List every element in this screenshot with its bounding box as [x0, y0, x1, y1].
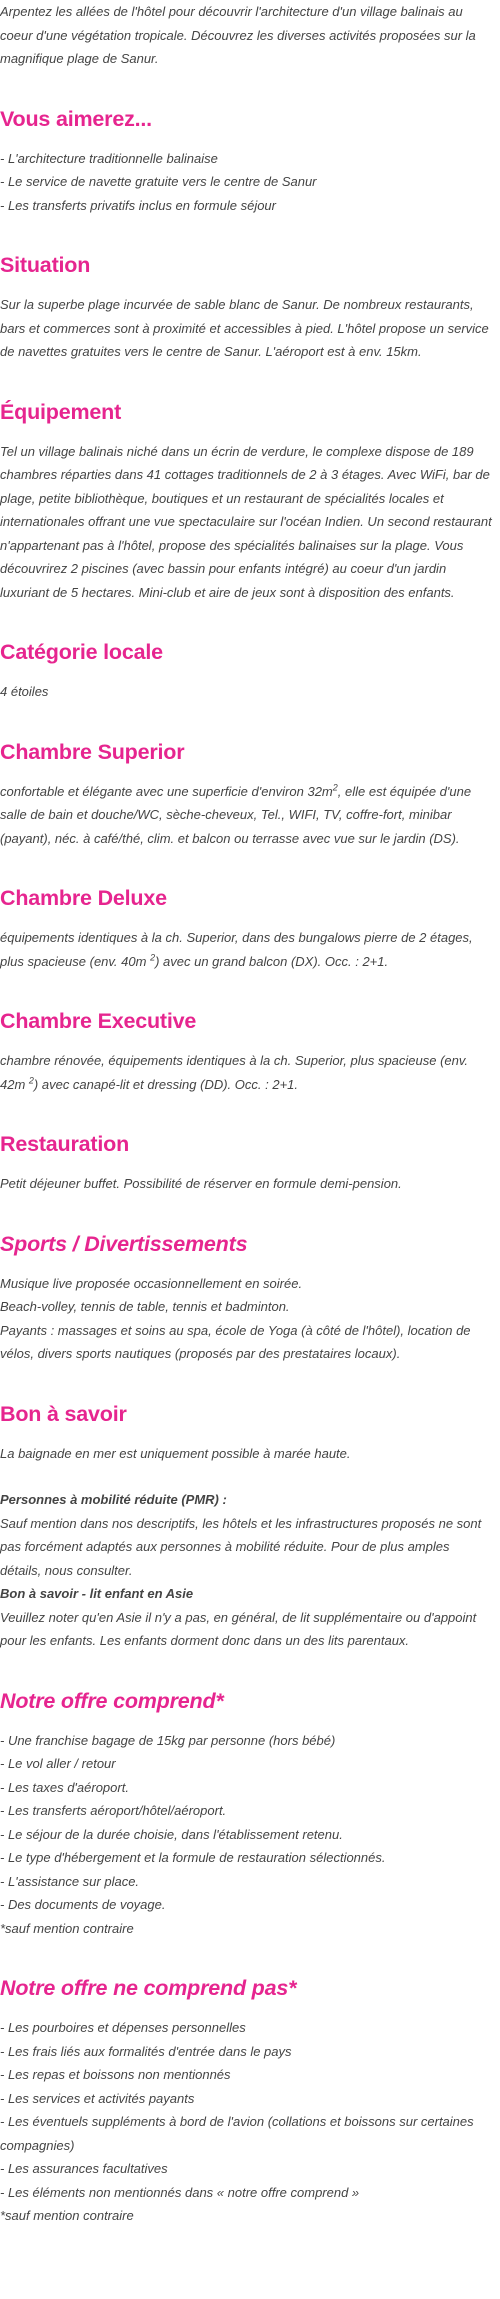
equipement-heading: Équipement — [0, 399, 122, 424]
list-item: - Les repas et boissons non mentionnés — [0, 2067, 231, 2082]
chambre-deluxe-heading: Chambre Deluxe — [0, 886, 167, 910]
categorie-heading: Catégorie locale — [0, 640, 163, 664]
superscript: 2 — [150, 952, 156, 963]
list-item: - L'assistance sur place. — [0, 1873, 140, 1889]
deluxe-text-part: équipements identiques à la ch. Superior, dans des bungalows pierre de 2 étages, plus spacieuse (env. 40m — [0, 930, 473, 969]
list-item: - Les éventuels suppléments à bord de l'avion (collations et boissons sur certaines compagnies) — [0, 2114, 474, 2153]
list-item: - Une franchise bagage de 15kg par personne (hors bébé) — [0, 1732, 336, 1748]
list-item: Payants : massages et soins au spa, école de Yoga (à côté de l'hôtel), location de vélos, divers sports nautiques (proposés par des prestataires locaux). — [0, 1322, 471, 1361]
lit-enfant-text: Veuillez noter qu'en Asie il n'y a pas, en général, de lit supplémentaire ou d'appoint pour les enfants. Les enfants dorment donc dans un des lits parentaux. — [0, 1609, 477, 1648]
chambre-executive-heading: Chambre Executive — [0, 1009, 197, 1033]
spacer — [0, 1465, 494, 1488]
list-item: - Les éléments non mentionnés dans « notre offre comprend » — [0, 2184, 360, 2200]
restauration-text: Petit déjeuner buffet. Possibilité de réserver en formule demi-pension. — [0, 1176, 402, 1191]
executive-text-part: chambre rénovée, équipements identiques à la ch. Superior, plus spacieuse (env. 42m — [0, 1053, 469, 1092]
section-sports — [0, 1230, 494, 1366]
section-situation — [0, 251, 494, 364]
section-chambre-superior — [0, 738, 494, 851]
superior-text-part: , elle est équipée d'une salle de bain et douche/WC, sèche-cheveux, Tel., WIFI, TV, coffre-fort, minibar (payant), néc. à café/thé, clim. et balcon ou terrasse avec vue sur le jardin (DS). — [0, 783, 472, 846]
superscript: 2 — [332, 782, 338, 793]
section-offre-comprend — [0, 1687, 494, 1941]
list-item: Beach-volley, tennis de table, tennis et badminton. — [0, 1299, 290, 1314]
section-offre-ne-comprend-pas — [0, 1974, 494, 2228]
sports-text — [0, 1272, 494, 1366]
list-item: - Le type d'hébergement et la formule de restauration sélectionnés. — [0, 1850, 386, 1865]
list-item: - Les services et activités payants — [0, 2090, 195, 2106]
situation-text: Sur la superbe plage incurvée de sable blanc de Sanur. De nombreux restaurants, bars et commerces sont à proximité et accessibles à pied. L'hôtel propose un service de navettes gratuites vers le centre de Sanur. L'aéroport est à env. 15km. — [0, 297, 489, 359]
list-item: - Des documents de voyage. — [0, 1897, 166, 1912]
bon-a-savoir-text: La baignade en mer est uniquement possible à marée haute. — [0, 1445, 351, 1461]
list-item: - Les transferts privatifs inclus en formule séjour — [0, 197, 276, 213]
footnote: *sauf mention contraire — [0, 2208, 134, 2223]
bon-a-savoir-heading: Bon à savoir — [0, 1401, 127, 1426]
restauration-heading: Restauration — [0, 1132, 130, 1156]
chambre-deluxe-text — [0, 926, 494, 973]
section-chambre-deluxe — [0, 884, 494, 973]
intro-text: Arpentez les allées de l'hôtel pour découvrir l'architecture d'un village balinais au coeur d'une végétation tropicale. Découvrez les diverses activités proposées sur la magnifique plage de Sanur. — [0, 4, 476, 66]
offre-ne-comprend-heading: Notre offre ne comprend pas* — [0, 1976, 297, 2000]
situation-heading: Situation — [0, 253, 91, 277]
list-item: - Les pourboires et dépenses personnelles — [0, 2020, 246, 2035]
pmr-block — [0, 1488, 494, 1653]
list-item: - Les assurances facultatives — [0, 2161, 168, 2176]
list-item: - L'architecture traditionnelle balinaise — [0, 150, 218, 166]
offre-comprend-list — [0, 1729, 494, 1941]
list-item: - Les taxes d'aéroport. — [0, 1779, 129, 1795]
chambre-superior-heading: Chambre Superior — [0, 739, 185, 764]
section-vous-aimerez — [0, 105, 494, 218]
list-item: Musique live proposée occasionnellement en soirée. — [0, 1275, 303, 1291]
lit-enfant-title: Bon à savoir - lit enfant en Asie — [0, 1586, 194, 1601]
vous-aimerez-list — [0, 147, 494, 218]
chambre-superior-text — [0, 780, 494, 851]
vous-aimerez-heading: Vous aimerez... — [0, 106, 152, 131]
pmr-text: Sauf mention dans nos descriptifs, les hôtels et les infrastructures proposés ne sont pas forcément adaptés aux personnes à mobilité réduite. Pour de plus amples détails, nous consulter. — [0, 1515, 482, 1578]
pmr-title: Personnes à mobilité réduite (PMR) : — [0, 1492, 227, 1507]
superior-text-part: confortable et élégante avec une superficie d'environ 32m — [0, 783, 333, 799]
offre-comprend-heading: Notre offre comprend* — [0, 1688, 224, 1713]
sports-heading: Sports / Divertissements — [0, 1231, 248, 1256]
executive-text-part: ) avec canapé-lit et dressing (DD). Occ. : 2+1. — [33, 1076, 298, 1092]
offre-ne-comprend-list — [0, 2016, 494, 2228]
chambre-executive-text — [0, 1049, 494, 1096]
categorie-text: 4 étoiles — [0, 684, 49, 699]
section-categorie — [0, 638, 494, 704]
section-bon-a-savoir — [0, 1400, 494, 1653]
list-item: - Les transferts aéroport/hôtel/aéroport. — [0, 1803, 227, 1818]
list-item: - Le vol aller / retour — [0, 1756, 116, 1771]
section-equipement — [0, 398, 494, 605]
footnote: *sauf mention contraire — [0, 1920, 134, 1936]
list-item: - Le séjour de la durée choisie, dans l'établissement retenu. — [0, 1826, 343, 1842]
deluxe-text-part: ) avec un grand balcon (DX). Occ. : 2+1. — [155, 953, 389, 969]
equipement-text: Tel un village balinais niché dans un écrin de verdure, le complexe dispose de 189 chambres réparties dans 41 cottages traditionnels de 2 à 3 étages. Avec WiFi, bar de plage, petite bibliothèque, boutiques et un restaurant de spécialités locales et internationales offrant une vue spectaculaire sur l'océan Indien. Un second restaurant n'appartenant pas à l'hôtel, propose des spécialités balinaises sur la plage. Vous découvrirez 2 piscines (avec bassin pour enfants intégré) au coeur d'un jardin luxuriant de 5 hectares. Mini-club et aire de jeux sont à disposition des enfants. — [0, 443, 492, 600]
section-chambre-executive — [0, 1007, 494, 1096]
list-item: - Les frais liés aux formalités d'entrée dans le pays — [0, 2043, 292, 2059]
list-item: - Le service de navette gratuite vers le centre de Sanur — [0, 174, 317, 189]
section-restauration — [0, 1130, 494, 1196]
superscript: 2 — [28, 1075, 34, 1086]
